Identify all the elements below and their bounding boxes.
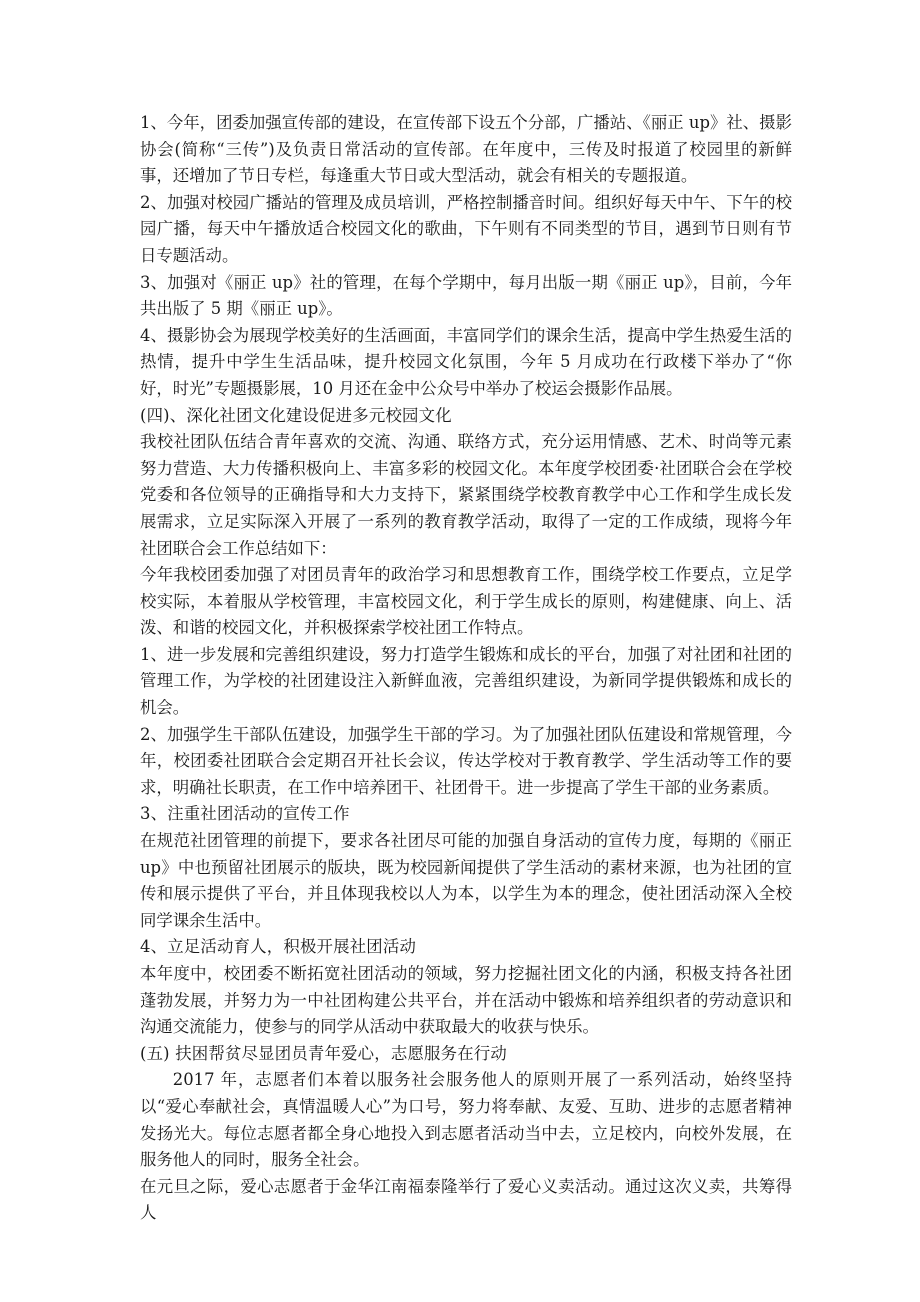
paragraph-broadcast-station: 2、加强对校园广播站的管理及成员培训，严格控制播音时间。组织好每天中午、下午的校园广播，每天中午播放适合校园文化的歌曲，下午则有不同类型的节目，遇到节日则有节日专题活动。	[140, 192, 792, 265]
paragraph-league-work: 今年我校团委加强了对团员青年的政治学习和思想教育工作，围绕学校工作要点，立足学校实际，本着服从学校管理，丰富校园文化，利于学生成长的原则，构建健康、向上、活泼、和谐的校园文化，并积极探索学校社团工作特点。	[140, 565, 792, 638]
document-body	[140, 110, 792, 1227]
paragraph-student-cadres: 2、加强学生干部队伍建设，加强学生干部的学习。为了加强社团队伍建设和常规管理，今年，校团委社团联合会定期召开社长会议，传达学校对于教育教学、学生活动等工作的要求，明确社长职责，在工作中培养团干、社团骨干。进一步提高了学生干部的业务素质。	[140, 724, 792, 797]
subheading-club-activities: 4、立足活动育人，积极开展社团活动	[140, 937, 417, 957]
paragraph-lizheng-up-magazine: 3、加强对《丽正 up》社的管理，在每个学期中，每月出版一期《丽正 up》，目前，今年共出版了 5 期《丽正 up》。	[140, 272, 792, 319]
section-heading-volunteer-service: (五) 扶困帮贫尽显团员青年爱心，志愿服务在行动	[140, 1043, 508, 1063]
paragraph-volunteers-2017: 2017 年，志愿者们本着以服务社会服务他人的原则开展了一系列活动，始终坚持以“爱心奉献社会，真情温暖人心”为口号，努力将奉献、友爱、互助、进步的志愿者精神发扬光大。每位志愿者都全身心地投入到志愿者活动当中去，立足校内，向校外发展，在服务他人的同时，服务全社会。	[140, 1070, 792, 1170]
paragraph-club-publicity: 在规范社团管理的前提下，要求各社团尽可能的加强自身活动的宣传力度，每期的《丽正 up》中也预留社团展示的版块，既为校园新闻提供了学生活动的素材来源，也为社团的宣传和展示提供了平台，并且体现我校以人为本，以学生为本的理念，使社团活动深入全校同学课余生活中。	[140, 831, 792, 930]
paragraph-club-activities: 本年度中，校团委不断拓宽社团活动的领域，努力挖掘社团文化的内涵，积极支持各社团蓬勃发展，并努力为一中社团构建公共平台，并在活动中锻炼和培养组织者的劳动意识和沟通交流能力，使参与的同学从活动中获取最大的收获与快乐。	[140, 964, 792, 1037]
section-heading-club-culture: (四)、深化社团文化建设促进多元校园文化	[140, 405, 452, 425]
subheading-club-publicity: 3、注重社团活动的宣传工作	[140, 804, 350, 824]
paragraph-charity-sale: 在元旦之际，爱心志愿者于金华江南福泰隆举行了爱心义卖活动。通过这次义卖，共筹得人	[140, 1176, 792, 1223]
paragraph-publicity-department: 1、今年，团委加强宣传部的建设，在宣传部下设五个分部，广播站、《丽正 up》社、摄影协会(简称“三传”)及负责日常活动的宣传部。在年度中，三传及时报道了校园里的新鲜事，还增加了节日专栏，每逢重大节日或大型活动，就会有相关的专题报道。	[140, 113, 792, 186]
paragraph-photography-association: 4、摄影协会为展现学校美好的生活画面，丰富同学们的课余生活，提高中学生热爱生活的热情，提升中学生生活品味，提升校园文化氛围，今年 5 月成功在行政楼下举办了“你好，时光”专题摄影展，10 月还在金中公众号中举办了校运会摄影作品展。	[140, 325, 792, 398]
paragraph-organization-building: 1、进一步发展和完善组织建设，努力打造学生锻炼和成长的平台，加强了对社团和社团的管理工作，为学校的社团建设注入新鲜血液，完善组织建设，为新同学提供锻炼和成长的机会。	[140, 644, 792, 718]
paragraph-club-overview: 我校社团队伍结合青年喜欢的交流、沟通、联络方式，充分运用情感、艺术、时尚等元素努力营造、大力传播积极向上、丰富多彩的校园文化。本年度学校团委·社团联合会在学校党委和各位领导的正确指导和大力支持下，紧紧围绕学校教育教学中心工作和学生成长发展需求，立足实际深入开展了一系列的教育教学活动，取得了一定的工作成绩，现将今年社团联合会工作总结如下：	[140, 432, 792, 558]
